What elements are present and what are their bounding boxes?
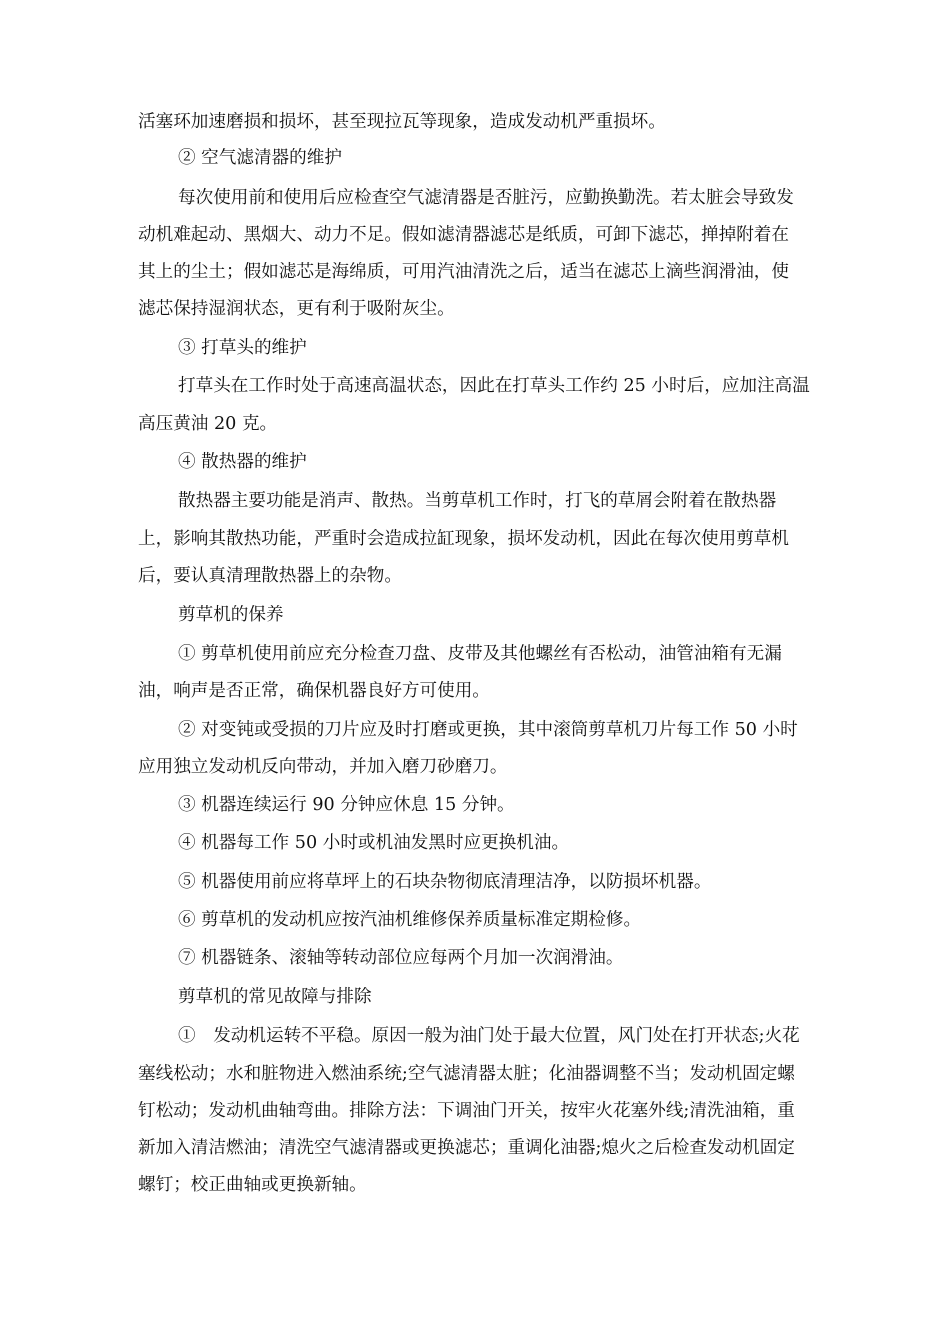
list-item: ② 对变钝或受损的刀片应及时打磨或更换，其中滚筒剪草机刀片每工作 50 小时 [178, 720, 798, 740]
text-line: 油，响声是否正常，确保机器良好方可使用。 [138, 681, 490, 701]
text-line: 每次使用前和使用后应检查空气滤清器是否脏污，应勤换勤洗。若太脏会导致发 [178, 188, 794, 208]
section-heading: 剪草机的保养 [178, 605, 284, 625]
text-line: 散热器主要功能是消声、散热。当剪草机工作时，打飞的草屑会附着在散热器 [178, 491, 777, 511]
text-line: 动机难起动、黑烟大、动力不足。假如滤清器滤芯是纸质，可卸下滤芯，掸掉附着在 [138, 225, 789, 245]
list-item: ⑦ 机器链条、滚轴等转动部位应每两个月加一次润滑油。 [178, 948, 624, 968]
text-line: 高压黄油 20 克。 [138, 414, 278, 434]
text-line: 其上的尘土；假如滤芯是海绵质，可用汽油清洗之后，适当在滤芯上滴些润滑油，使 [138, 262, 789, 282]
text-line: 打草头在工作时处于高速高温状态，因此在打草头工作约 25 小时后，应加注高温 [178, 376, 810, 396]
text-line: 后，要认真清理散热器上的杂物。 [138, 566, 402, 586]
list-item: ⑤ 机器使用前应将草坪上的石块杂物彻底清理洁净，以防损坏机器。 [178, 872, 712, 892]
section-heading: ④ 散热器的维护 [178, 452, 307, 472]
list-item: ① 发动机运转不平稳。原因一般为油门处于最大位置，风门处在打开状态;火花 [178, 1026, 800, 1046]
list-item: ④ 机器每工作 50 小时或机油发黑时应更换机油。 [178, 833, 570, 853]
list-item: ③ 机器连续运行 90 分钟应休息 15 分钟。 [178, 795, 515, 815]
section-heading: ② 空气滤清器的维护 [178, 148, 342, 168]
text-line: 螺钉；校正曲轴或更换新轴。 [138, 1175, 367, 1195]
text-line: 塞线松动；水和脏物进入燃油系统;空气滤清器太脏；化油器调整不当；发动机固定螺 [138, 1064, 795, 1084]
section-heading: 剪草机的常见故障与排除 [178, 987, 372, 1007]
text-line: 滤芯保持湿润状态，更有利于吸附灰尘。 [138, 299, 455, 319]
section-heading: ③ 打草头的维护 [178, 338, 307, 358]
text-line: 上，影响其散热功能，严重时会造成拉缸现象，损坏发动机，因此在每次使用剪草机 [138, 529, 789, 549]
list-item: ⑥ 剪草机的发动机应按汽油机维修保养质量标准定期检修。 [178, 910, 642, 930]
text-line: 活塞环加速磨损和损坏，甚至现拉瓦等现象，造成发动机严重损坏。 [138, 112, 666, 132]
text-line: 新加入清洁燃油；清洗空气滤清器或更换滤芯；重调化油器;熄火之后检查发动机固定 [138, 1138, 795, 1158]
text-line: 应用独立发动机反向带动，并加入磨刀砂磨刀。 [138, 757, 508, 777]
text-line: 钉松动；发动机曲轴弯曲。排除方法：下调油门开关，按牢火花塞外线;清洗油箱，重 [138, 1101, 795, 1121]
list-item: ① 剪草机使用前应充分检查刀盘、皮带及其他螺丝有否松动，油管油箱有无漏 [178, 644, 782, 664]
